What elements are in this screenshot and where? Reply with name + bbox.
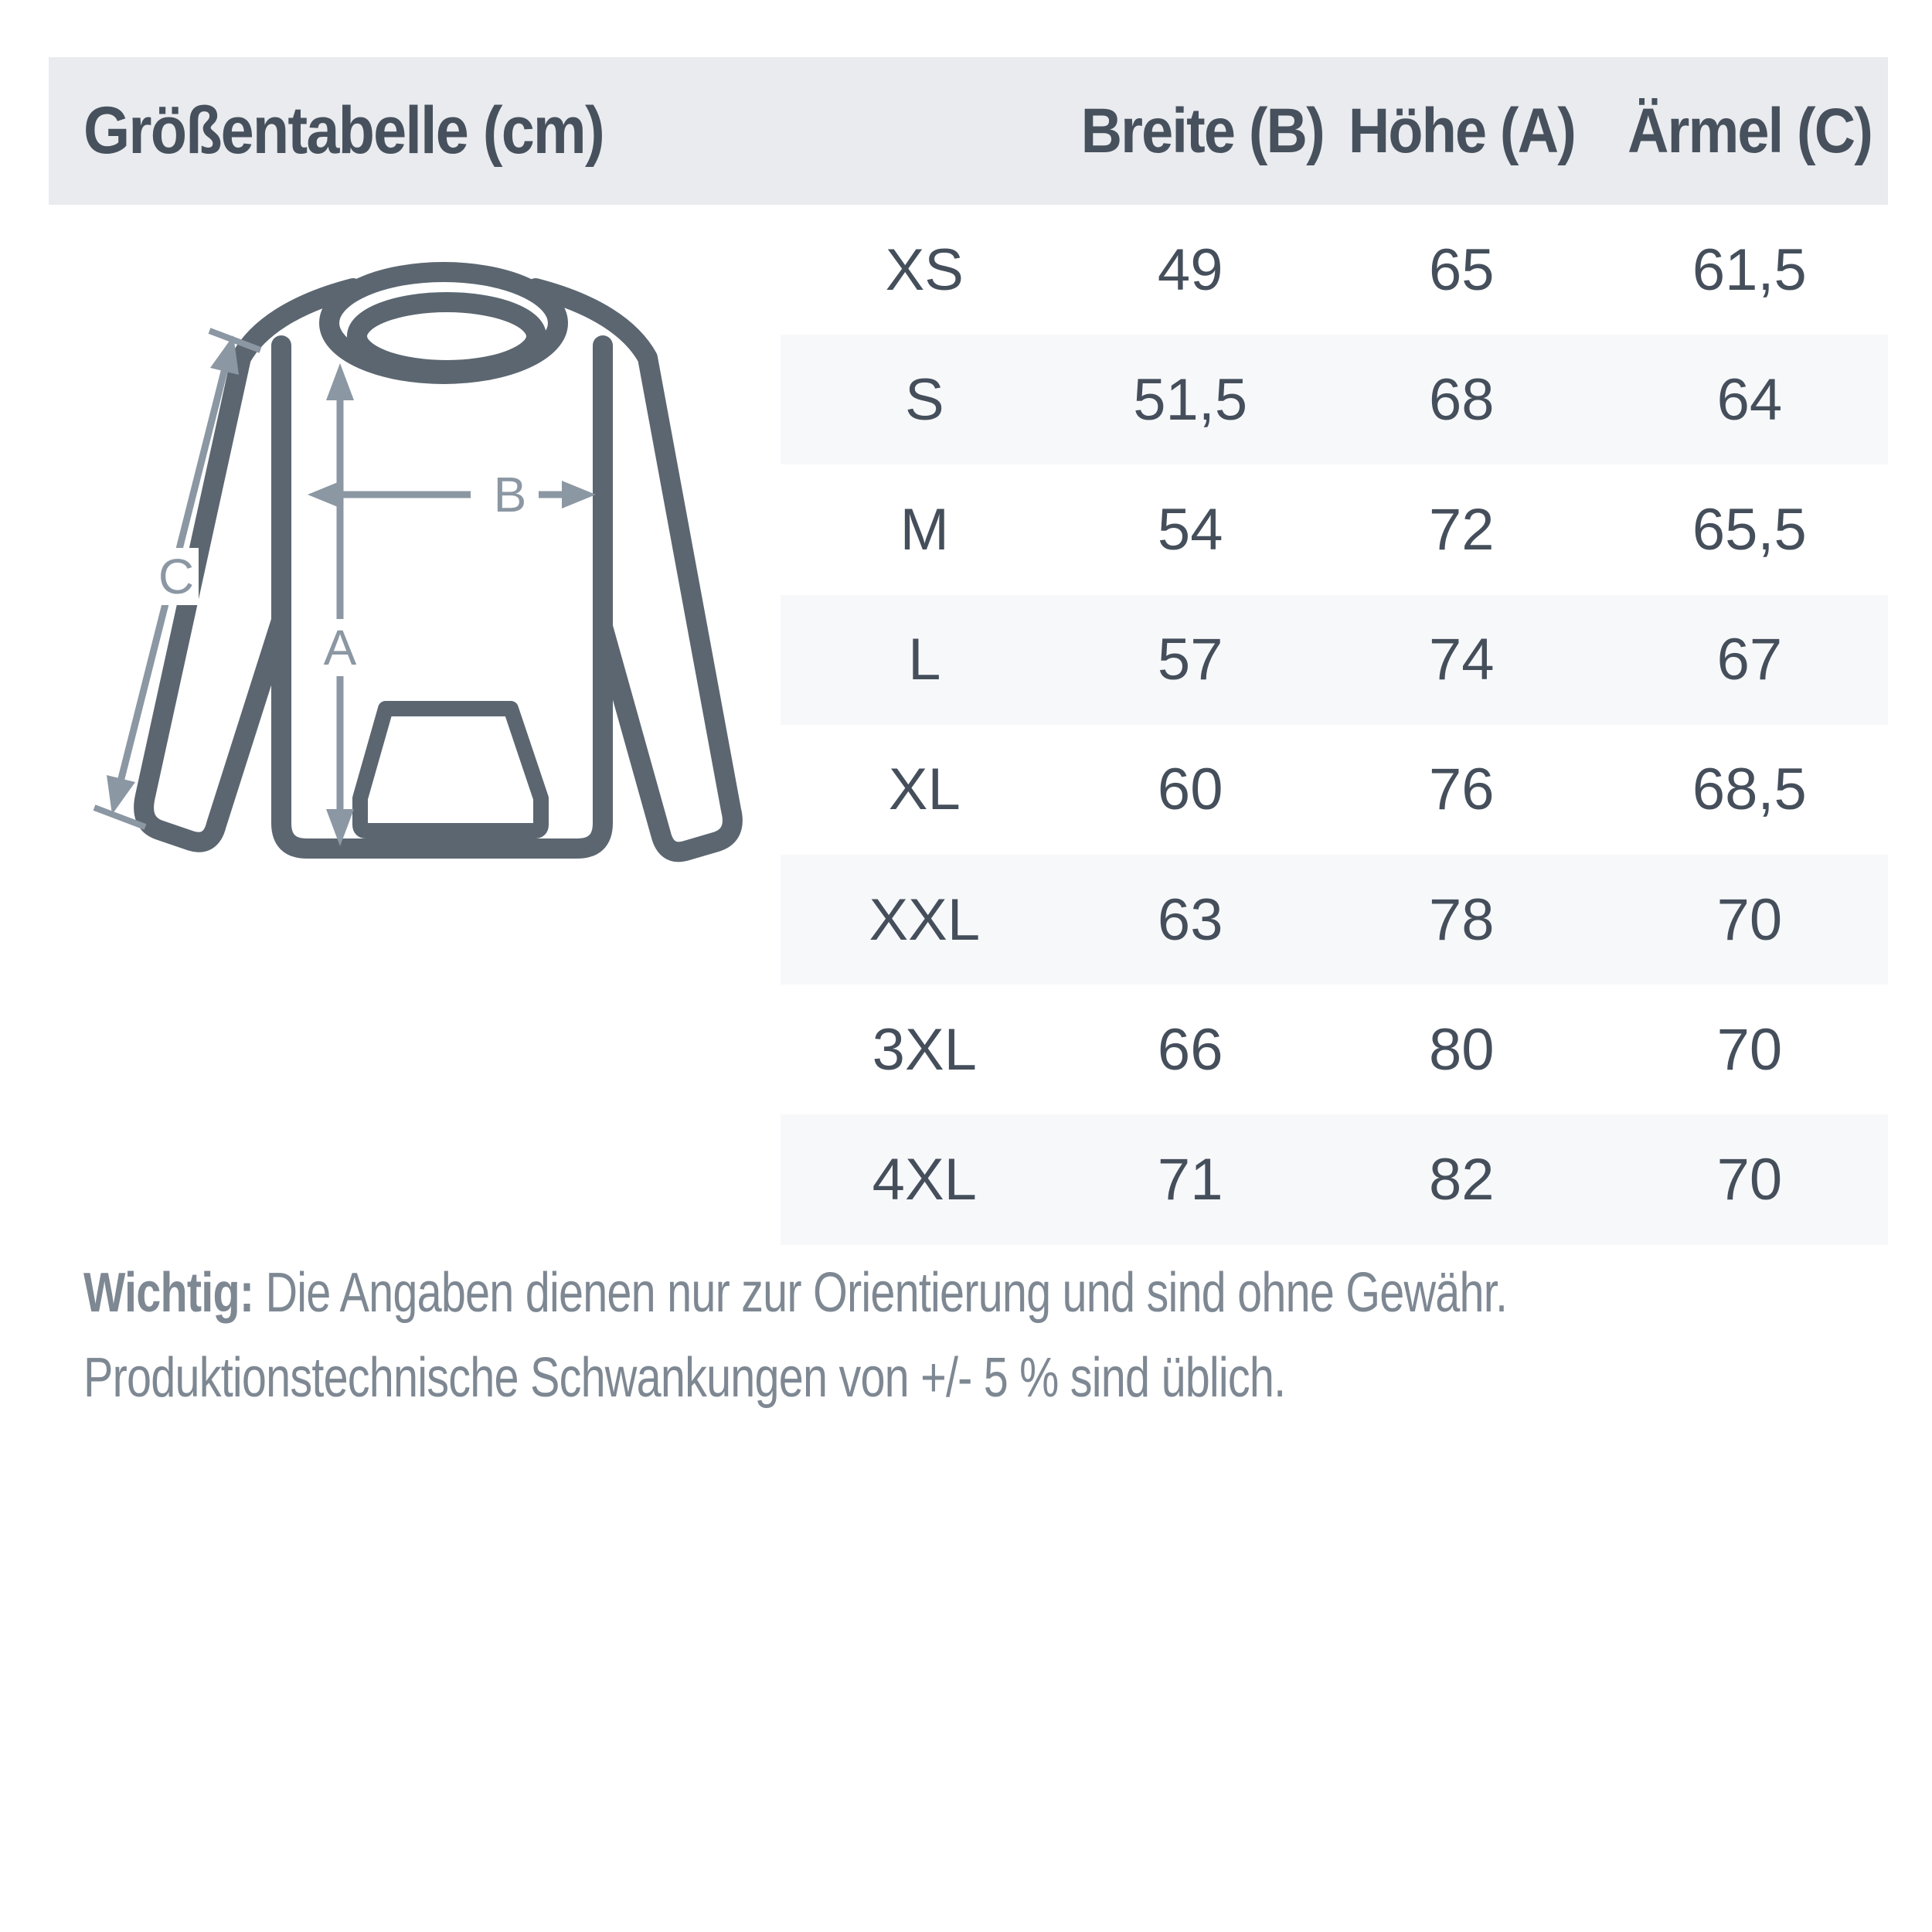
table-row	[781, 335, 1888, 464]
size-label: XS	[885, 236, 964, 303]
hoehe-value: 72	[1429, 496, 1495, 563]
table-row	[781, 464, 1888, 594]
size-label: XL	[888, 757, 961, 823]
disclaimer-bold-label: Wichtig:	[83, 1262, 254, 1324]
hoehe-value: 78	[1429, 886, 1495, 953]
hoehe-value: 65	[1429, 236, 1495, 303]
size-label: 3XL	[872, 1016, 977, 1083]
table-row	[781, 205, 1888, 335]
arrow-c-head-bottom	[107, 775, 135, 815]
size-label: XXL	[869, 886, 981, 953]
breite-value: 60	[1157, 757, 1223, 823]
table-row	[781, 725, 1888, 855]
column-header-aermel: Ärmel (C)	[1627, 95, 1872, 166]
arrow-b-head-right	[562, 481, 596, 509]
table-row	[781, 985, 1888, 1114]
arrow-a-head-top	[326, 363, 354, 400]
hoodie-diagram-svg	[58, 197, 800, 877]
aermel-value: 64	[1716, 366, 1783, 433]
hoodie-body	[281, 345, 603, 849]
aermel-value: 65,5	[1692, 496, 1807, 563]
breite-value: 66	[1157, 1016, 1223, 1083]
hood-inner-ring	[357, 302, 536, 370]
breite-value: 71	[1157, 1146, 1223, 1213]
breite-value: 51,5	[1133, 366, 1248, 433]
column-header-breite: Breite (B)	[1080, 95, 1324, 166]
aermel-value: 70	[1716, 1016, 1783, 1083]
size-label: S	[904, 366, 944, 433]
size-label: L	[908, 627, 941, 693]
table-row	[781, 1114, 1888, 1244]
disclaimer-line-1	[83, 1250, 1536, 1335]
aermel-value: 67	[1716, 627, 1783, 693]
hoodie-right-sleeve	[536, 288, 733, 852]
hoehe-value: 74	[1429, 627, 1495, 693]
hoehe-value: 68	[1429, 366, 1495, 433]
column-header-hoehe: Höhe (A)	[1348, 95, 1575, 166]
size-label: M	[900, 496, 949, 563]
hoehe-value: 82	[1429, 1146, 1495, 1213]
page-title: Größentabelle (cm)	[83, 94, 604, 168]
size-table-header	[49, 57, 1888, 205]
arrow-b-head-left	[308, 481, 342, 509]
size-label: 4XL	[872, 1146, 977, 1213]
hoodie-measurement-diagram	[58, 197, 800, 877]
breite-value: 49	[1157, 236, 1223, 303]
measure-label-b: B	[493, 467, 527, 522]
measure-label-c: C	[158, 549, 195, 604]
column-headers	[781, 57, 1888, 205]
aermel-value: 70	[1716, 1146, 1783, 1213]
aermel-value: 61,5	[1692, 236, 1807, 303]
table-row	[781, 595, 1888, 725]
hoehe-value: 76	[1429, 757, 1495, 823]
aermel-value: 70	[1716, 886, 1783, 953]
table-row	[781, 855, 1888, 985]
aermel-value: 68,5	[1692, 757, 1807, 823]
disclaimer-note	[83, 1250, 1536, 1420]
hoehe-value: 80	[1429, 1016, 1495, 1083]
disclaimer-line-1-text: Die Angaben dienen nur zur Orientierung und sind ohne Gewähr.	[265, 1262, 1508, 1324]
hoodie-pocket	[360, 709, 541, 831]
disclaimer-line-2: Produktionstechnische Schwankungen von +/- 5 % sind üblich.	[83, 1347, 1286, 1409]
breite-value: 54	[1157, 496, 1223, 563]
measurement-arrows	[94, 331, 596, 846]
breite-value: 57	[1157, 627, 1223, 693]
measure-label-a: A	[323, 620, 357, 675]
breite-value: 63	[1157, 886, 1223, 953]
size-table	[781, 205, 1888, 1245]
